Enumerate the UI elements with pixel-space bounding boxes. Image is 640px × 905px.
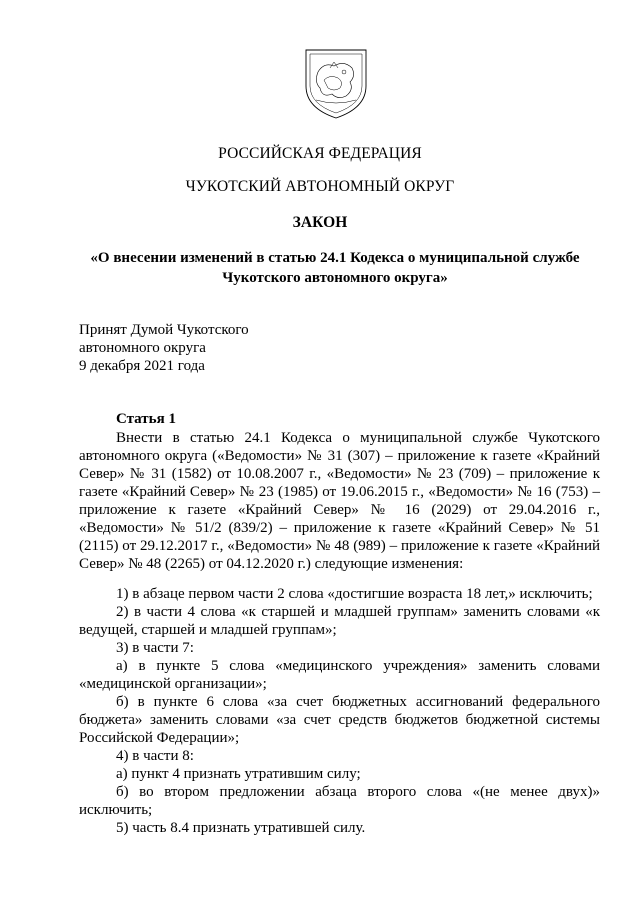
- header-country: РОССИЙСКАЯ ФЕДЕРАЦИЯ: [218, 145, 422, 162]
- article-intro-text: Внести в статью 24.1 Кодекса о муниципальной службе Чукотского автономного округа («Ведомости» № 31 (307) – приложение к газете «Крайний Север» № 31 (1582) от 10.08.2007 г., «Ведомости» № 23 (709) – приложение к газете «Крайний Север» № 23 (1985) от 19.06.2015 г., «Ведомости» № 16 (753) – приложение к газете «Крайний Север» № 16 (2029) от 29.04.2016 г., «Ведомости» № 51/2 (839/2) – приложение к газете «Крайний Север» № 51 (2115) от 29.12.2017 г., «Ведомости» № 48 (989) – приложение к газете «Крайний Север» № 48 (2265) от 04.12.2020 г.) следующие изменения:: [79, 430, 600, 572]
- amendment-list: [79, 585, 600, 837]
- list-item: б) в пункте 6 слова «за счет бюджетных ассигнований федерального бюджета» заменить словами «за счет средств бюджетов бюджетной системы Российской Федерации»;: [79, 694, 600, 746]
- law-title-line2: Чукотского автономного округа»: [222, 270, 448, 286]
- list-item: 2) в части 4 слова «к старшей и младшей группам» заменить словами «к ведущей, старшей и младшей группам»;: [79, 604, 600, 638]
- law-title: [70, 248, 600, 288]
- adoption-line2: автономного округа: [79, 340, 206, 356]
- list-item: а) в пункте 5 слова «медицинского учреждения» заменить словами «медицинской организации»;: [79, 658, 600, 692]
- coat-of-arms-icon: [300, 42, 372, 120]
- document-type: ЗАКОН: [292, 214, 348, 231]
- article-intro: [79, 429, 600, 573]
- adoption-line1: Принят Думой Чукотского: [79, 322, 249, 338]
- list-item: б) во втором предложении абзаца второго слова «(не менее двух)» исключить;: [79, 784, 600, 818]
- list-item: а) пункт 4 признать утратившим силу;: [116, 766, 361, 782]
- adoption-info: [79, 321, 249, 375]
- law-title-line1: «О внесении изменений в статью 24.1 Кодекса о муниципальной службе: [90, 250, 580, 266]
- adoption-date: 9 декабря 2021 года: [79, 358, 205, 374]
- list-item: 5) часть 8.4 признать утратившей силу.: [116, 820, 366, 836]
- list-item: 3) в части 7:: [116, 640, 194, 656]
- header-region: ЧУКОТСКИЙ АВТОНОМНЫЙ ОКРУГ: [185, 178, 455, 195]
- article-heading: Статья 1: [116, 411, 176, 427]
- list-item: 1) в абзаце первом части 2 слова «достигшие возраста 18 лет,» исключить;: [116, 586, 593, 602]
- list-item: 4) в части 8:: [116, 748, 194, 764]
